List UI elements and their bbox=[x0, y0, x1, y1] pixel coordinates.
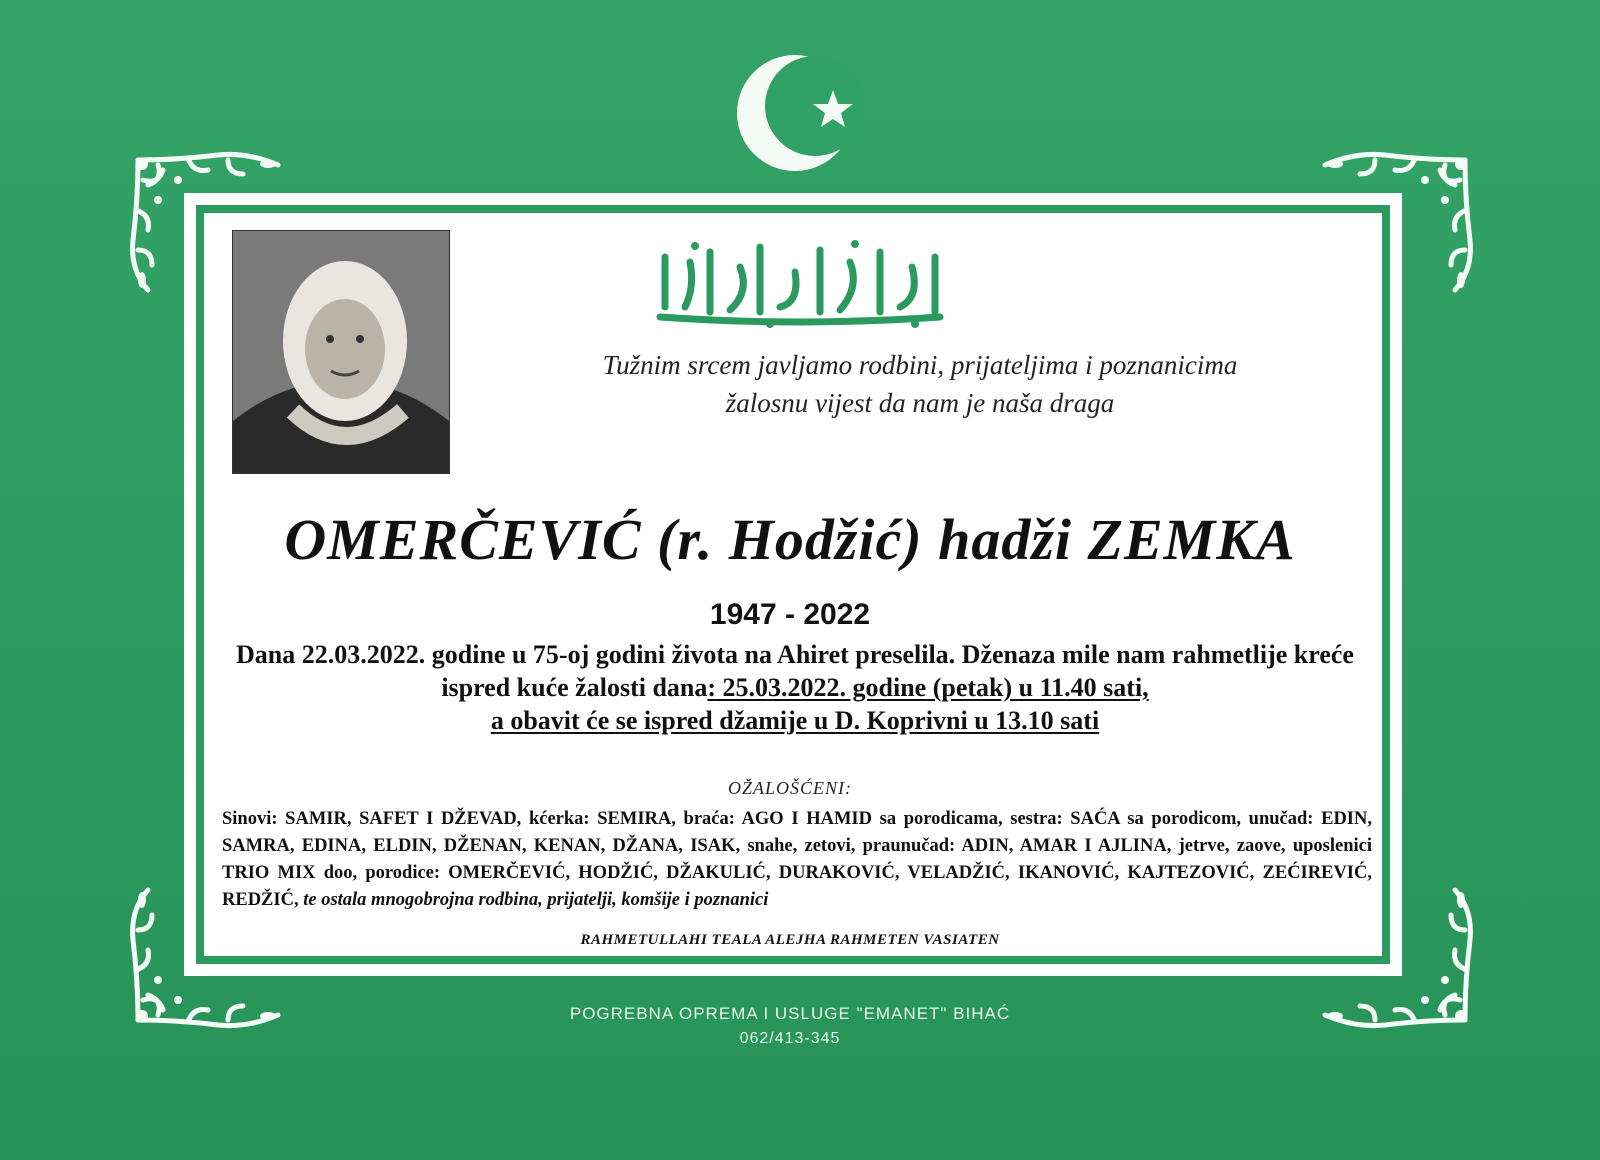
intro-text bbox=[470, 346, 1370, 422]
deceased-name: OMERČEVIĆ (r. Hodžić) hadži ZEMKA bbox=[284, 507, 1296, 572]
life-years: 1947 - 2022 bbox=[709, 598, 871, 631]
mourners-title: OŽALOŠĆENI: bbox=[727, 778, 852, 798]
announcement-date-time: : 25.03.2022. godine (petak) u 11.40 sati, bbox=[707, 673, 1149, 702]
intro-line-2: žalosnu vijest da nam je naša draga bbox=[725, 388, 1115, 418]
announcement-part-1: Dana 22.03.2022. godine u 75-oj godini života na Ahiret preselila. Dženaza mile nam rahmetlije kreće ispred kuće žalosti dana bbox=[236, 640, 1354, 702]
funeral-announcement bbox=[200, 638, 1390, 737]
mourners-list bbox=[222, 806, 1372, 914]
closing-prayer: RAHMETULLAHI TEALA ALEJHA RAHMETEN VASIATEN bbox=[580, 932, 1000, 948]
crescent-star-icon bbox=[735, 48, 875, 178]
mourners-main-text: Sinovi: SAMIR, SAFET I DŽEVAD, kćerka: SEMIRA, braća: AGO I HAMID sa porodicama, sestra: SAĆA sa porodicom, unučad: EDIN, SAMRA, EDINA, ELDIN, DŽENAN, KENAN, DŽANA, ISAK, snahe, zetovi, praunučad: ADIN, AMAR I AJLINA, jetrve, zaove, uposlenici TRIO MIX doo, porodice: OMERČEVIĆ, HODŽIĆ, DŽAKULIĆ, DURAKOVIĆ, VELADŽIĆ, IKANOVIĆ, KAJTEZOVIĆ, ZEĆIREVIĆ, REDŽIĆ, bbox=[222, 809, 1372, 910]
mourners-italic-text: te ostala mnogobrojna rodbina, prijatelji, komšije i poznanici bbox=[298, 890, 769, 910]
funeral-company: POGREBNA OPREMA I USLUGE "EMANET" BIHAĆ bbox=[569, 1004, 1011, 1023]
arabic-calligraphy-icon bbox=[650, 232, 950, 332]
intro-line-1: Tužnim srcem javljamo rodbini, prijateljima i poznanicima bbox=[602, 350, 1238, 380]
portrait-photo bbox=[232, 230, 450, 474]
announcement-prayer-location: a obavit će se ispred džamije u D. Koprivni u 13.10 sati bbox=[490, 706, 1100, 735]
company-phone: 062/413-345 bbox=[739, 1030, 841, 1047]
